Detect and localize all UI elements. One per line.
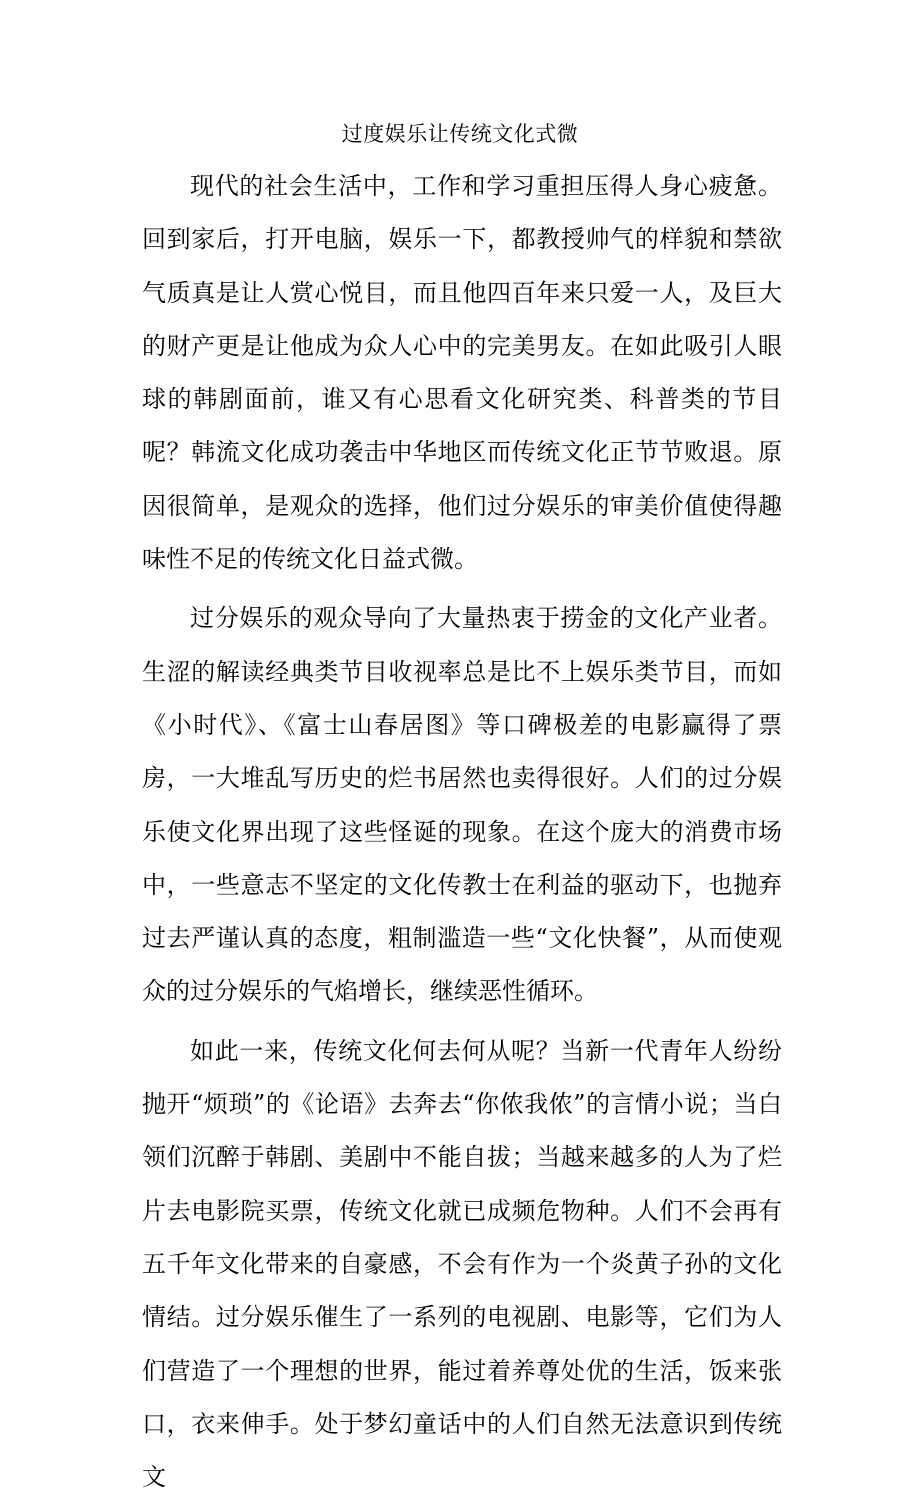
paragraph-2: 过分娱乐的观众导向了大量热衷于捞金的文化产业者。生涩的解读经典类节目收视率总是比不上娱乐类节目，而如《小时代》、《富士山春居图》等口碑极差的电影赢得了票房，一大堆乱写历史的烂书居然也卖得很好。人们的过分娱乐使文化界出现了这些怪诞的现象。在这个庞大的消费市场中，一些意志不坚定的文化传教士在利益的驱动下，也抛弃过去严谨认真的态度，粗制滥造一些“文化快餐”，从而使观众的过分娱乐的气焰增长，继续恶性循环。 [142, 604, 782, 1006]
paragraph-1: 现代的社会生活中，工作和学习重担压得人身心疲惫。回到家后，打开电脑，娱乐一下，都教授帅气的样貌和禁欲气质真是让人赏心悦目，而且他四百年来只爱一人，及巨大的财产更是让他成为众人心中的完美男友。在如此吸引人眼球的韩剧面前，谁又有心思看文化研究类、科普类的节目呢？韩流文化成功袭击中华地区而传统文化正节节败退。原因很简单，是观众的选择，他们过分娱乐的审美价值使得趣味性不足的传统文化日益式微。 [142, 172, 782, 574]
document-body [142, 160, 782, 1510]
paragraph-3: 如此一来，传统文化何去何从呢？当新一代青年人纷纷抛开“烦琐”的《论语》去奔去“你侬我侬”的言情小说；当白领们沉醉于韩剧、美剧中不能自拔；当越来越多的人为了烂片去电影院买票，传统文化就已成频危物种。人们不会再有五千年文化带来的自豪感，不会有作为一个炎黄子孙的文化情结。过分娱乐催生了一系列的电视剧、电影等，它们为人们营造了一个理想的世界，能过着养尊处优的生活，饭来张口，衣来伸手。处于梦幻童话中的人们自然无法意识到传统文 [142, 1036, 782, 1492]
document-title: 过度娱乐让传统文化式微 [341, 122, 579, 146]
